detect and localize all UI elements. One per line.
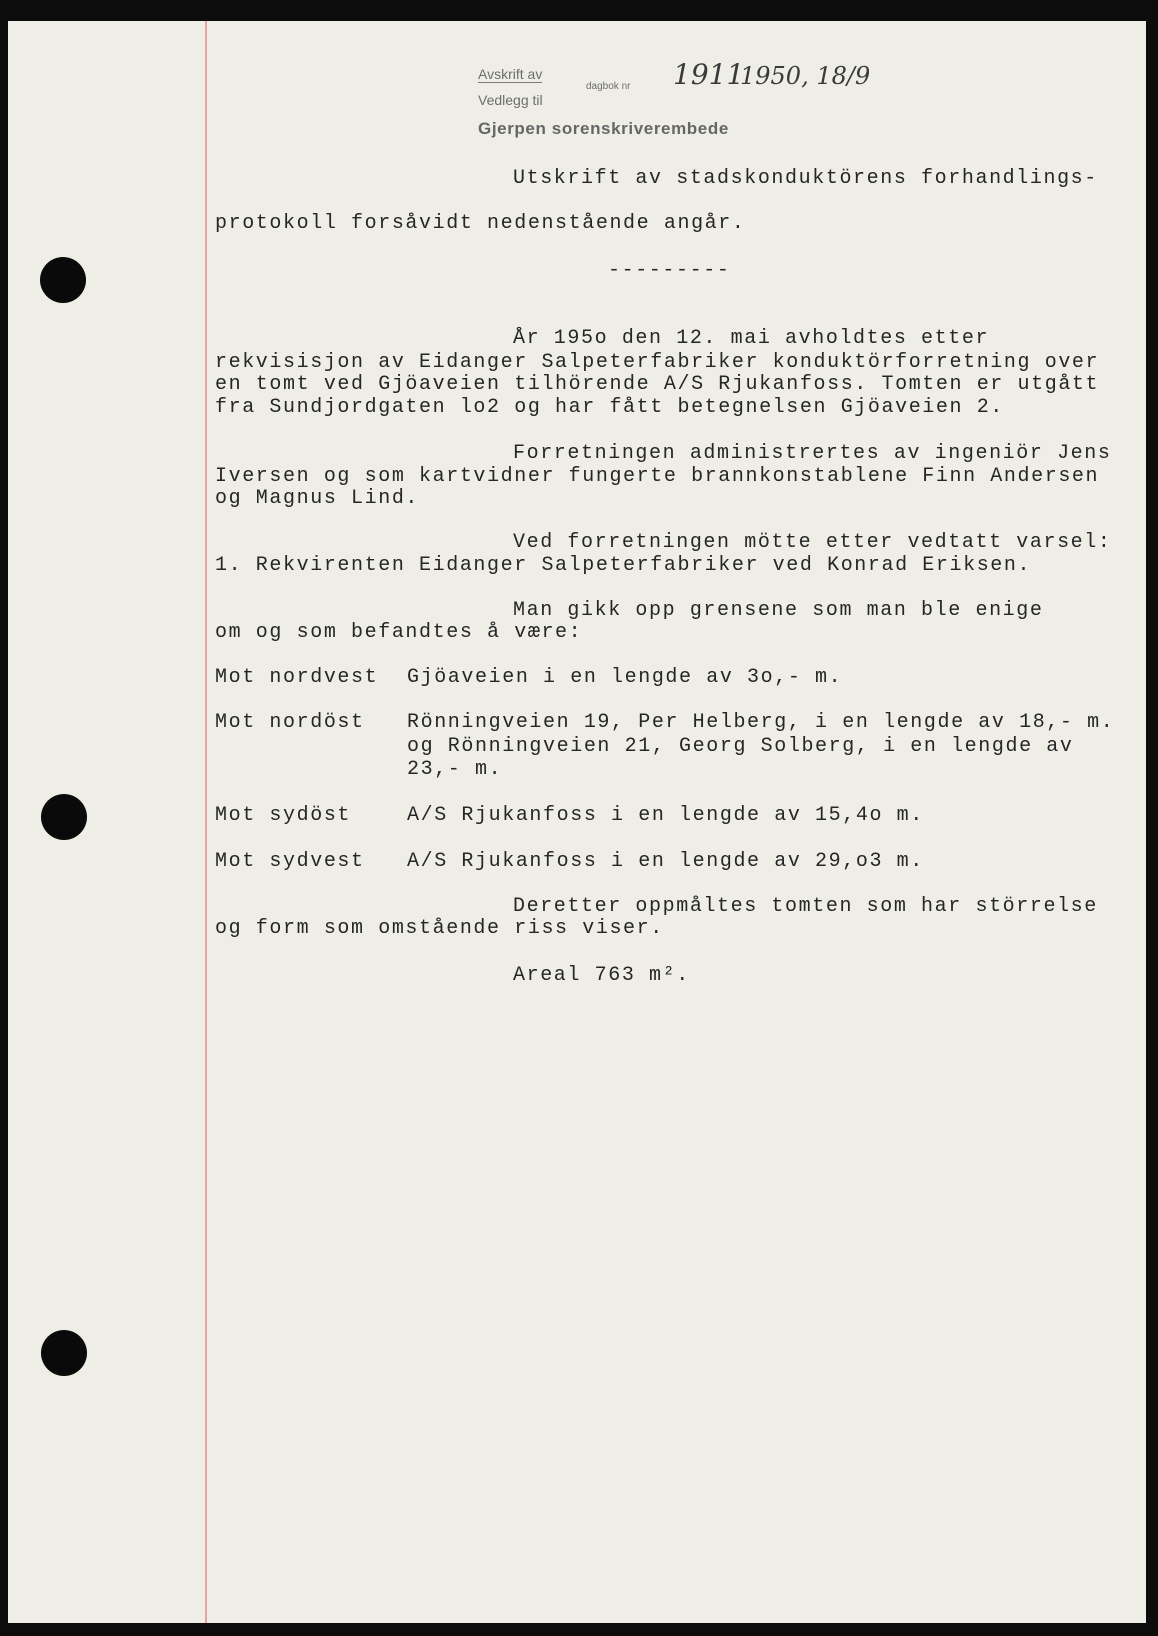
paragraph-line: fra Sundjordgaten lo2 og har fått betegnelsen Gjöaveien 2.	[215, 396, 1004, 419]
boundary-description: A/S Rjukanfoss i en lengde av 29,o3 m.	[407, 850, 924, 873]
paragraph-line: 1. Rekvirenten Eidanger Salpeterfabriker ved Konrad Eriksen.	[215, 554, 1032, 577]
boundary-direction: Mot nordvest	[215, 666, 379, 689]
stamp-office-name: Gjerpen sorenskriverembede	[478, 119, 729, 138]
paragraph-line: rekvisisjon av Eidanger Salpeterfabriker konduktörforretning over	[215, 351, 1100, 374]
boundary-description: A/S Rjukanfoss i en lengde av 15,4o m.	[407, 804, 924, 827]
paragraph-line: og Magnus Lind.	[215, 487, 420, 510]
paragraph-line: om og som befandtes å være:	[215, 621, 583, 644]
stamp-vedlegg-label: Vedlegg til	[478, 92, 543, 108]
paragraph-line: Deretter oppmåltes tomten som har störrelse	[513, 895, 1098, 918]
boundary-description: Gjöaveien i en lengde av 3o,- m.	[407, 666, 843, 689]
paragraph-line: Ved forretningen mötte etter vedtatt varsel:	[513, 531, 1112, 554]
paragraph-line: År 195o den 12. mai avholdtes etter	[513, 327, 990, 350]
scan-edge-top	[0, 0, 1158, 21]
separator-dashes: ---------	[608, 259, 731, 282]
boundary-description: Rönningveien 19, Per Helberg, i en lengde av 18,- m.	[407, 711, 1115, 734]
stamp-avskrift-label: Avskrift av	[478, 66, 543, 82]
paragraph-line: Iversen og som kartvidner fungerte brannkonstablene Finn Andersen	[215, 465, 1100, 488]
paragraph-line: en tomt ved Gjöaveien tilhörende A/S Rjukanfoss. Tomten er utgått	[215, 373, 1100, 396]
stamp-dagbok-label: dagbok nr	[586, 81, 631, 92]
handwritten-date: 1950, 18/9	[740, 62, 871, 90]
scan-edge-bottom	[0, 1623, 1158, 1636]
heading-line: protokoll forsåvidt nedenstående angår.	[215, 212, 746, 235]
boundary-description: og Rönningveien 21, Georg Solberg, i en lengde av	[407, 735, 1074, 758]
paragraph-line: Man gikk opp grensene som man ble enige	[513, 599, 1044, 622]
paragraph-line: Forretningen administrertes av ingeniör Jens	[513, 442, 1112, 465]
punch-hole-bottom	[41, 1330, 87, 1376]
punch-hole-top	[40, 257, 86, 303]
boundary-direction: Mot sydvest	[215, 850, 365, 873]
red-margin-line	[205, 21, 207, 1623]
boundary-direction: Mot nordöst	[215, 711, 365, 734]
paragraph-line: og form som omstående riss viser.	[215, 917, 664, 940]
area-statement: Areal 763 m².	[513, 964, 690, 987]
boundary-description: 23,- m.	[407, 758, 503, 781]
punch-hole-middle	[41, 794, 87, 840]
scan-edge-right	[1146, 0, 1158, 1636]
handwritten-journal-number: 1911	[673, 58, 745, 91]
scan-edge-left	[0, 0, 8, 1636]
boundary-direction: Mot sydöst	[215, 804, 352, 827]
heading-line: Utskrift av stadskonduktörens forhandlings-	[513, 167, 1098, 190]
